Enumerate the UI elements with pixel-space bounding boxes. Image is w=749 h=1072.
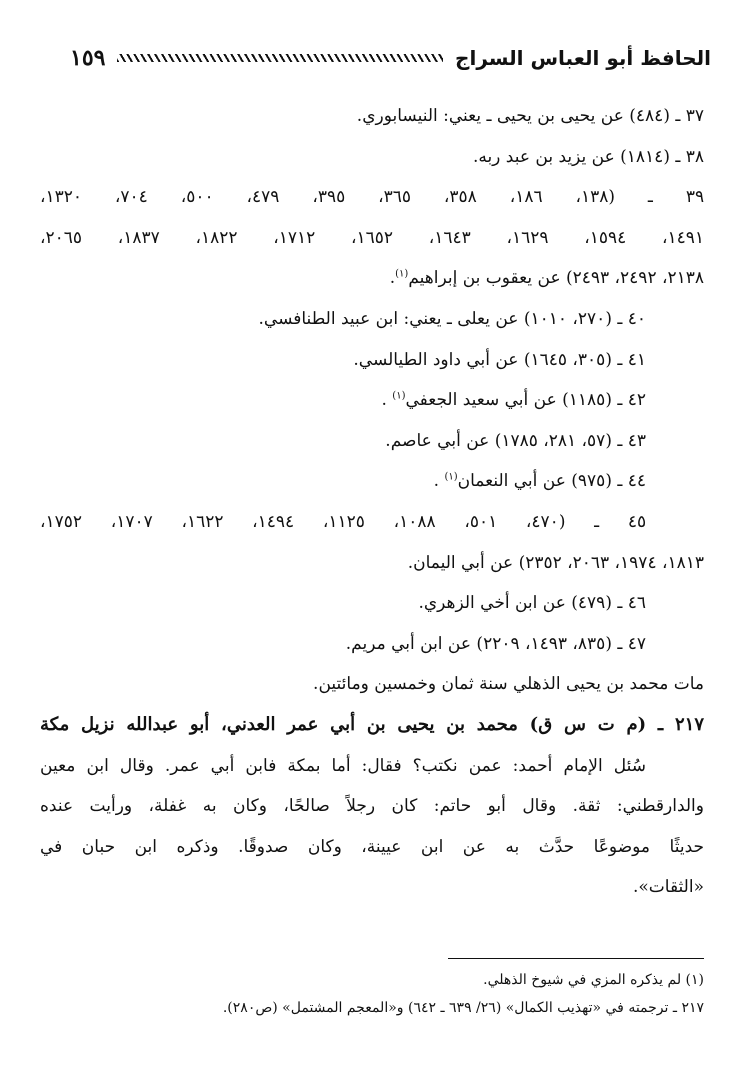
biography-line-1: سُئل الإمام أحمد: عمن نكتب؟ فقال: أما بمكة فابن أبي عمر. وقال ابن معين — [40, 755, 646, 776]
entry-39-line-1: ٣٩ ـ (١٣٨، ١٨٦، ٣٥٨، ٣٦٥، ٣٩٥، ٤٧٩، ٥٠٠، ٧٠٤، ١٣٢٠، — [40, 187, 704, 208]
page-number: ١٥٩ — [70, 45, 106, 71]
biography-line-4: «الثقات». — [632, 877, 704, 898]
entry-39-line-3 — [40, 258, 704, 299]
entry-47: ٤٧ ـ (٨٣٥، ١٤٩٣، ٢٢٠٩) عن ابن أبي مريم. — [345, 633, 646, 654]
death-note: مات محمد بن يحيى الذهلي سنة ثمان وخمسين ومائتين. — [313, 674, 704, 695]
biography-line-2: والدارقطني: ثقة. وقال أبو حاتم: كان رجلاً صالحًا، وكان به غفلة، ورأيت عنده — [40, 796, 704, 817]
entry-39-text: ٢١٣٨، ٢٤٩٢، ٢٤٩٣) عن يعقوب بن إبراهيم — [408, 268, 704, 289]
entry-39-line-2: ١٤٩١، ١٥٩٤، ١٦٢٩، ١٦٤٣، ١٦٥٢، ١٧١٢، ١٨٢٢، ١٨٣٧، ٢٠٦٥، — [40, 227, 704, 248]
entry-42 — [40, 380, 704, 421]
entry-38: ٣٨ ـ (١٨١٤) عن يزيد بن عبد ربه. — [472, 146, 704, 167]
period: . — [381, 390, 393, 411]
footnote-mark: (١) — [444, 471, 458, 483]
period: . — [433, 471, 445, 492]
entry-44-text: ٤٤ ـ (٩٧٥) عن أبي النعمان — [457, 471, 646, 492]
entry-46: ٤٦ ـ (٤٧٩) عن ابن أخي الزهري. — [418, 593, 646, 614]
biography-heading: ٢١٧ ـ (م ت س ق) محمد بن يحيى بن أبي عمر العدني، أبو عبدالله نزيل مكة — [40, 713, 704, 735]
footnote-1: (١) لم يذكره المزي في شيوخ الذهلي. — [483, 972, 704, 988]
entry-45-line-2: ١٨١٣، ١٩٧٤، ٢٠٦٣، ٢٣٥٢) عن أبي اليمان. — [407, 552, 704, 573]
footnotes — [40, 966, 704, 1022]
entry-45-line-1: ٤٥ ـ (٤٧٠، ٥٠١، ١٠٨٨، ١١٢٥، ١٤٩٤، ١٦٢٢، ١٧٠٧، ١٧٥٢، — [40, 511, 647, 532]
header-rule — [117, 54, 443, 62]
page-header — [70, 40, 711, 76]
entry-43: ٤٣ ـ (٥٧، ٢٨١، ١٧٨٥) عن أبي عاصم. — [385, 430, 646, 451]
entry-40: ٤٠ ـ (٢٧٠، ١٠١٠) عن يعلى ـ يعني: ابن عبيد الطنافسي. — [258, 308, 646, 329]
entry-42-text: ٤٢ ـ (١١٨٥) عن أبي سعيد الجعفي — [405, 390, 646, 411]
footnote-rule — [448, 958, 704, 959]
entry-41: ٤١ ـ (٣٠٥، ١٦٤٥) عن أبي داود الطيالسي. — [353, 349, 646, 370]
biography-line-3: حديثًا موضوعًا حدَّث به عن ابن عيينة، وكان صدوقًا. وذكره ابن حبان في — [40, 836, 704, 857]
period: . — [389, 268, 396, 289]
page-body — [40, 96, 704, 908]
footnote-217: ٢١٧ ـ ترجمته في «تهذيب الكمال» (٢٦/ ٦٣٩ ـ ٦٤٢) و«المعجم المشتمل» (ص٢٨٠). — [222, 1000, 704, 1016]
footnote-mark: (١) — [392, 390, 406, 402]
entry-44 — [40, 461, 704, 502]
footnote-mark: (١) — [395, 268, 409, 280]
entry-37: ٣٧ ـ (٤٨٤) عن يحيى بن يحيى ـ يعني: النيسابوري. — [356, 106, 704, 126]
running-title: الحافظ أبو العباس السراج — [455, 46, 711, 70]
